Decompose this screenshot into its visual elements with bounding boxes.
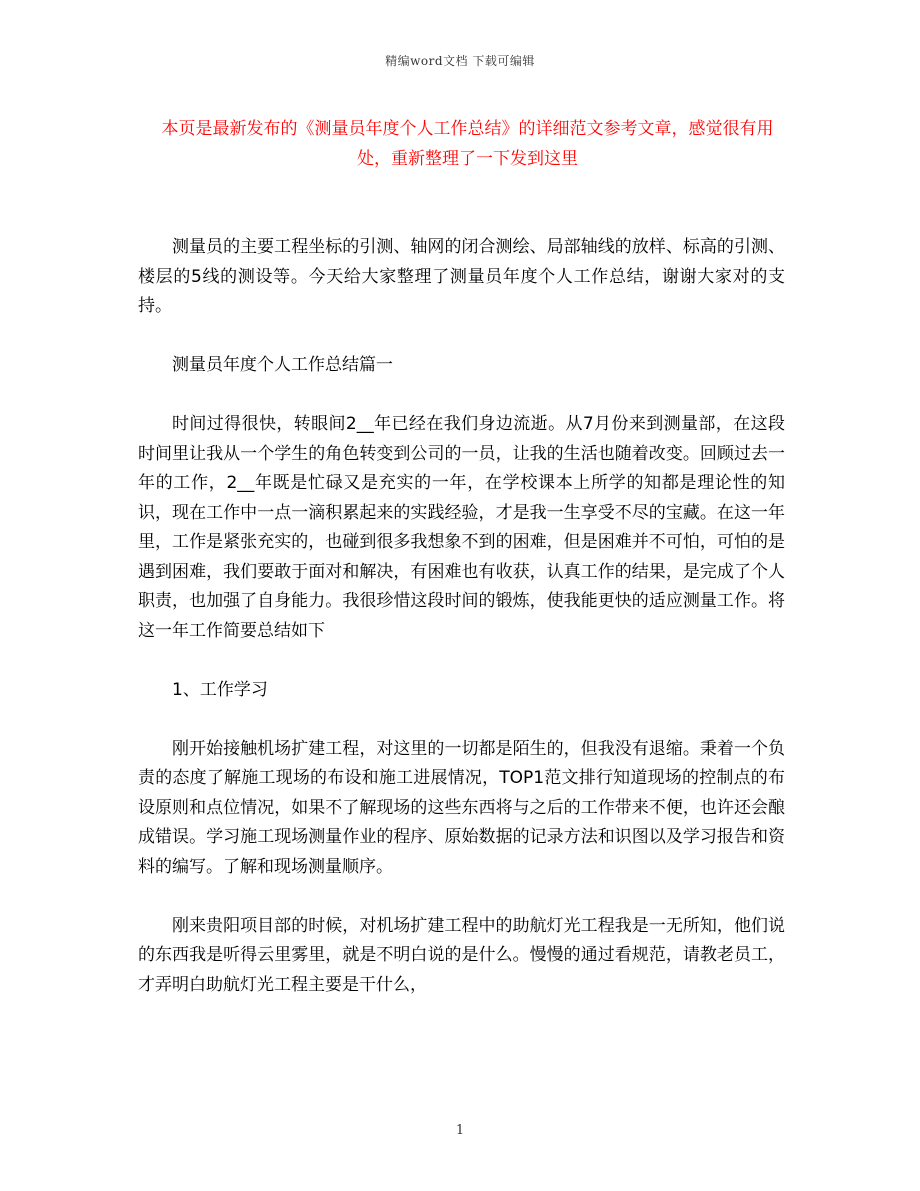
page-header: 精编word文档 下载可编辑 <box>385 54 535 68</box>
section-title: 测量员年度个人工作总结篇一 <box>172 355 393 375</box>
paragraph: 时间过得很快，转眼间2__年已经在我们身边流逝。从7月份来到测量部，在这段时间里让我从一个学生的角色转变到公司的一员，让我的生活也随着改变。回顾过去一年的工作，2__年既是忙碌又是充实的一年，在学校课本上所学的知都是理论性的知识，现在工作中一点一滴积累起来的实践经验，才是我一生享受不尽的宝藏。在这一年里，工作是紧张充实的，也碰到很多我想象不到的困难，但是困难并不可怕，可怕的是遇到困难，我们要敢于面对和解决，有困难也有收获，认真工作的结果，是完成了个人职责，也加强了自身能力。我很珍惜这段时间的锻炼，使我能更快的适应测量工作。将这一年工作简要总结如下 <box>138 414 785 641</box>
page-number: 1 <box>455 1123 465 1138</box>
paragraph-intro: 测量员的主要工程坐标的引测、轴网的闭合测绘、局部轴线的放样、标高的引测、楼层的5线的测设等。今天给大家整理了测量员年度个人工作总结，谢谢大家对的支持。 <box>138 237 785 316</box>
subsection-heading: 1、工作学习 <box>172 679 268 700</box>
document-body <box>138 233 785 1000</box>
paragraph: 刚来贵阳项目部的时候，对机场扩建工程中的助航灯光工程我是一无所知，他们说的东西我是听得云里雾里，就是不明白说的是什么。慢慢的通过看规范，请教老员工，才弄明白助航灯光工程主要是干什么， <box>138 915 785 995</box>
paragraph: 刚开始接触机场扩建工程，对这里的一切都是陌生的，但我没有退缩。秉着一个负责的态度了解施工现场的布设和施工进展情况，TOP1范文排行知道现场的控制点的布设原则和点位情况，如果不了解现场的这些东西将与之后的工作带来不便，也许还会酿成错误。学习施工现场测量作业的程序、原始数据的记录方法和识图以及学习报告和资料的编写。了解和现场测量顺序。 <box>138 738 785 877</box>
intro-notice: 本页是最新发布的《测量员年度个人工作总结》的详细范文参考文章，感觉很有用处，重新整理了一下发到这里 <box>161 119 774 169</box>
